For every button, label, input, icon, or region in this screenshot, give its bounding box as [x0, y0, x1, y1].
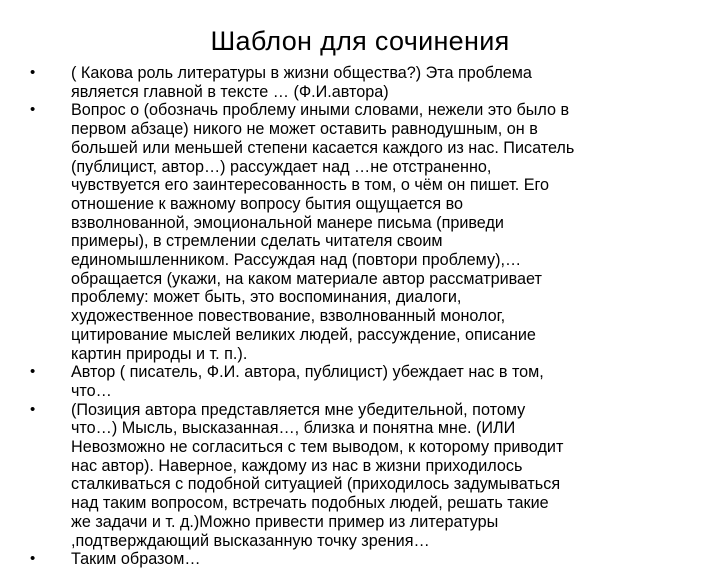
text-line: над таким вопросом, встречать подобных людей, решать такие: [71, 494, 549, 513]
bullet-marker: •: [30, 550, 36, 568]
text-line: проблему: может быть, это воспоминания, диалоги,: [71, 288, 462, 307]
bullet-marker: •: [30, 363, 36, 381]
text-line: ( Какова роль литературы в жизни общества?) Эта проблема: [71, 64, 532, 82]
bullet-item: [0, 550, 679, 569]
bullet-marker: •: [30, 400, 36, 418]
text-line: (публицист, автор…) рассуждает над …не отстраненно,: [71, 157, 492, 176]
bullet-list: [0, 64, 720, 569]
text-line: же задачи и т. д.)Можно привести пример из литературы: [71, 512, 499, 531]
text-line: картин природы и т. п.).: [71, 344, 248, 363]
text-line: что…: [71, 381, 112, 400]
bullet-item: [0, 401, 679, 551]
text-line: что…) Мысль, высказанная…, близка и понятна мне. (ИЛИ: [71, 419, 516, 438]
slide-title: Шаблон для сочинения: [210, 26, 510, 56]
text-line: первом абзаце) никого не может оставить равнодушным, он в: [71, 120, 538, 139]
text-line: обращается (укажи, на каком материале автор рассматривает: [71, 269, 542, 288]
text-line: ,подтверждающий высказанную точку зрения…: [71, 531, 430, 550]
text-line: примеры), в стремлении сделать читателя своим: [71, 232, 443, 251]
text-line: большей или меньшей степени касается каждого из нас. Писатель: [71, 138, 575, 157]
bullet-marker: •: [30, 64, 36, 81]
bullet-item: [0, 101, 679, 363]
bullet-marker: •: [30, 101, 36, 119]
text-line: взволнованной, эмоциональной манере письма (приведи: [71, 213, 504, 232]
text-line: художественное повествование, взволнованный монолог,: [71, 307, 506, 326]
text-line: Невозможно не согласиться с тем выводом, к которому приводит: [71, 438, 564, 457]
text-line: единомышленником. Рассуждая над (повтори проблему),…: [71, 251, 522, 270]
bullet-item: [0, 363, 679, 400]
text-line: Вопрос о (обозначь проблему иными словами, нежели это было в: [71, 101, 570, 120]
text-line: чувствуется его заинтересованность в том, о чём он пишет. Его: [71, 176, 550, 195]
text-line: нас автор). Наверное, каждому из нас в жизни приходилось: [71, 456, 523, 475]
bullet-item: [0, 64, 679, 101]
text-line: Автор ( писатель, Ф.И. автора, публицист) убеждает нас в том,: [71, 363, 544, 382]
text-line: отношение к важному вопросу бытия ощущается во: [71, 194, 464, 213]
text-line: цитирование мыслей великих людей, рассуждение, описание: [71, 325, 536, 344]
text-line: (Позиция автора представляется мне убедительной, потому: [71, 400, 526, 419]
text-line: Таким образом…: [71, 550, 201, 569]
text-line: является главной в тексте … (Ф.И.автора): [71, 82, 389, 101]
text-line: сталкиваться с подобной ситуацией (приходилось задумываться: [71, 475, 561, 494]
